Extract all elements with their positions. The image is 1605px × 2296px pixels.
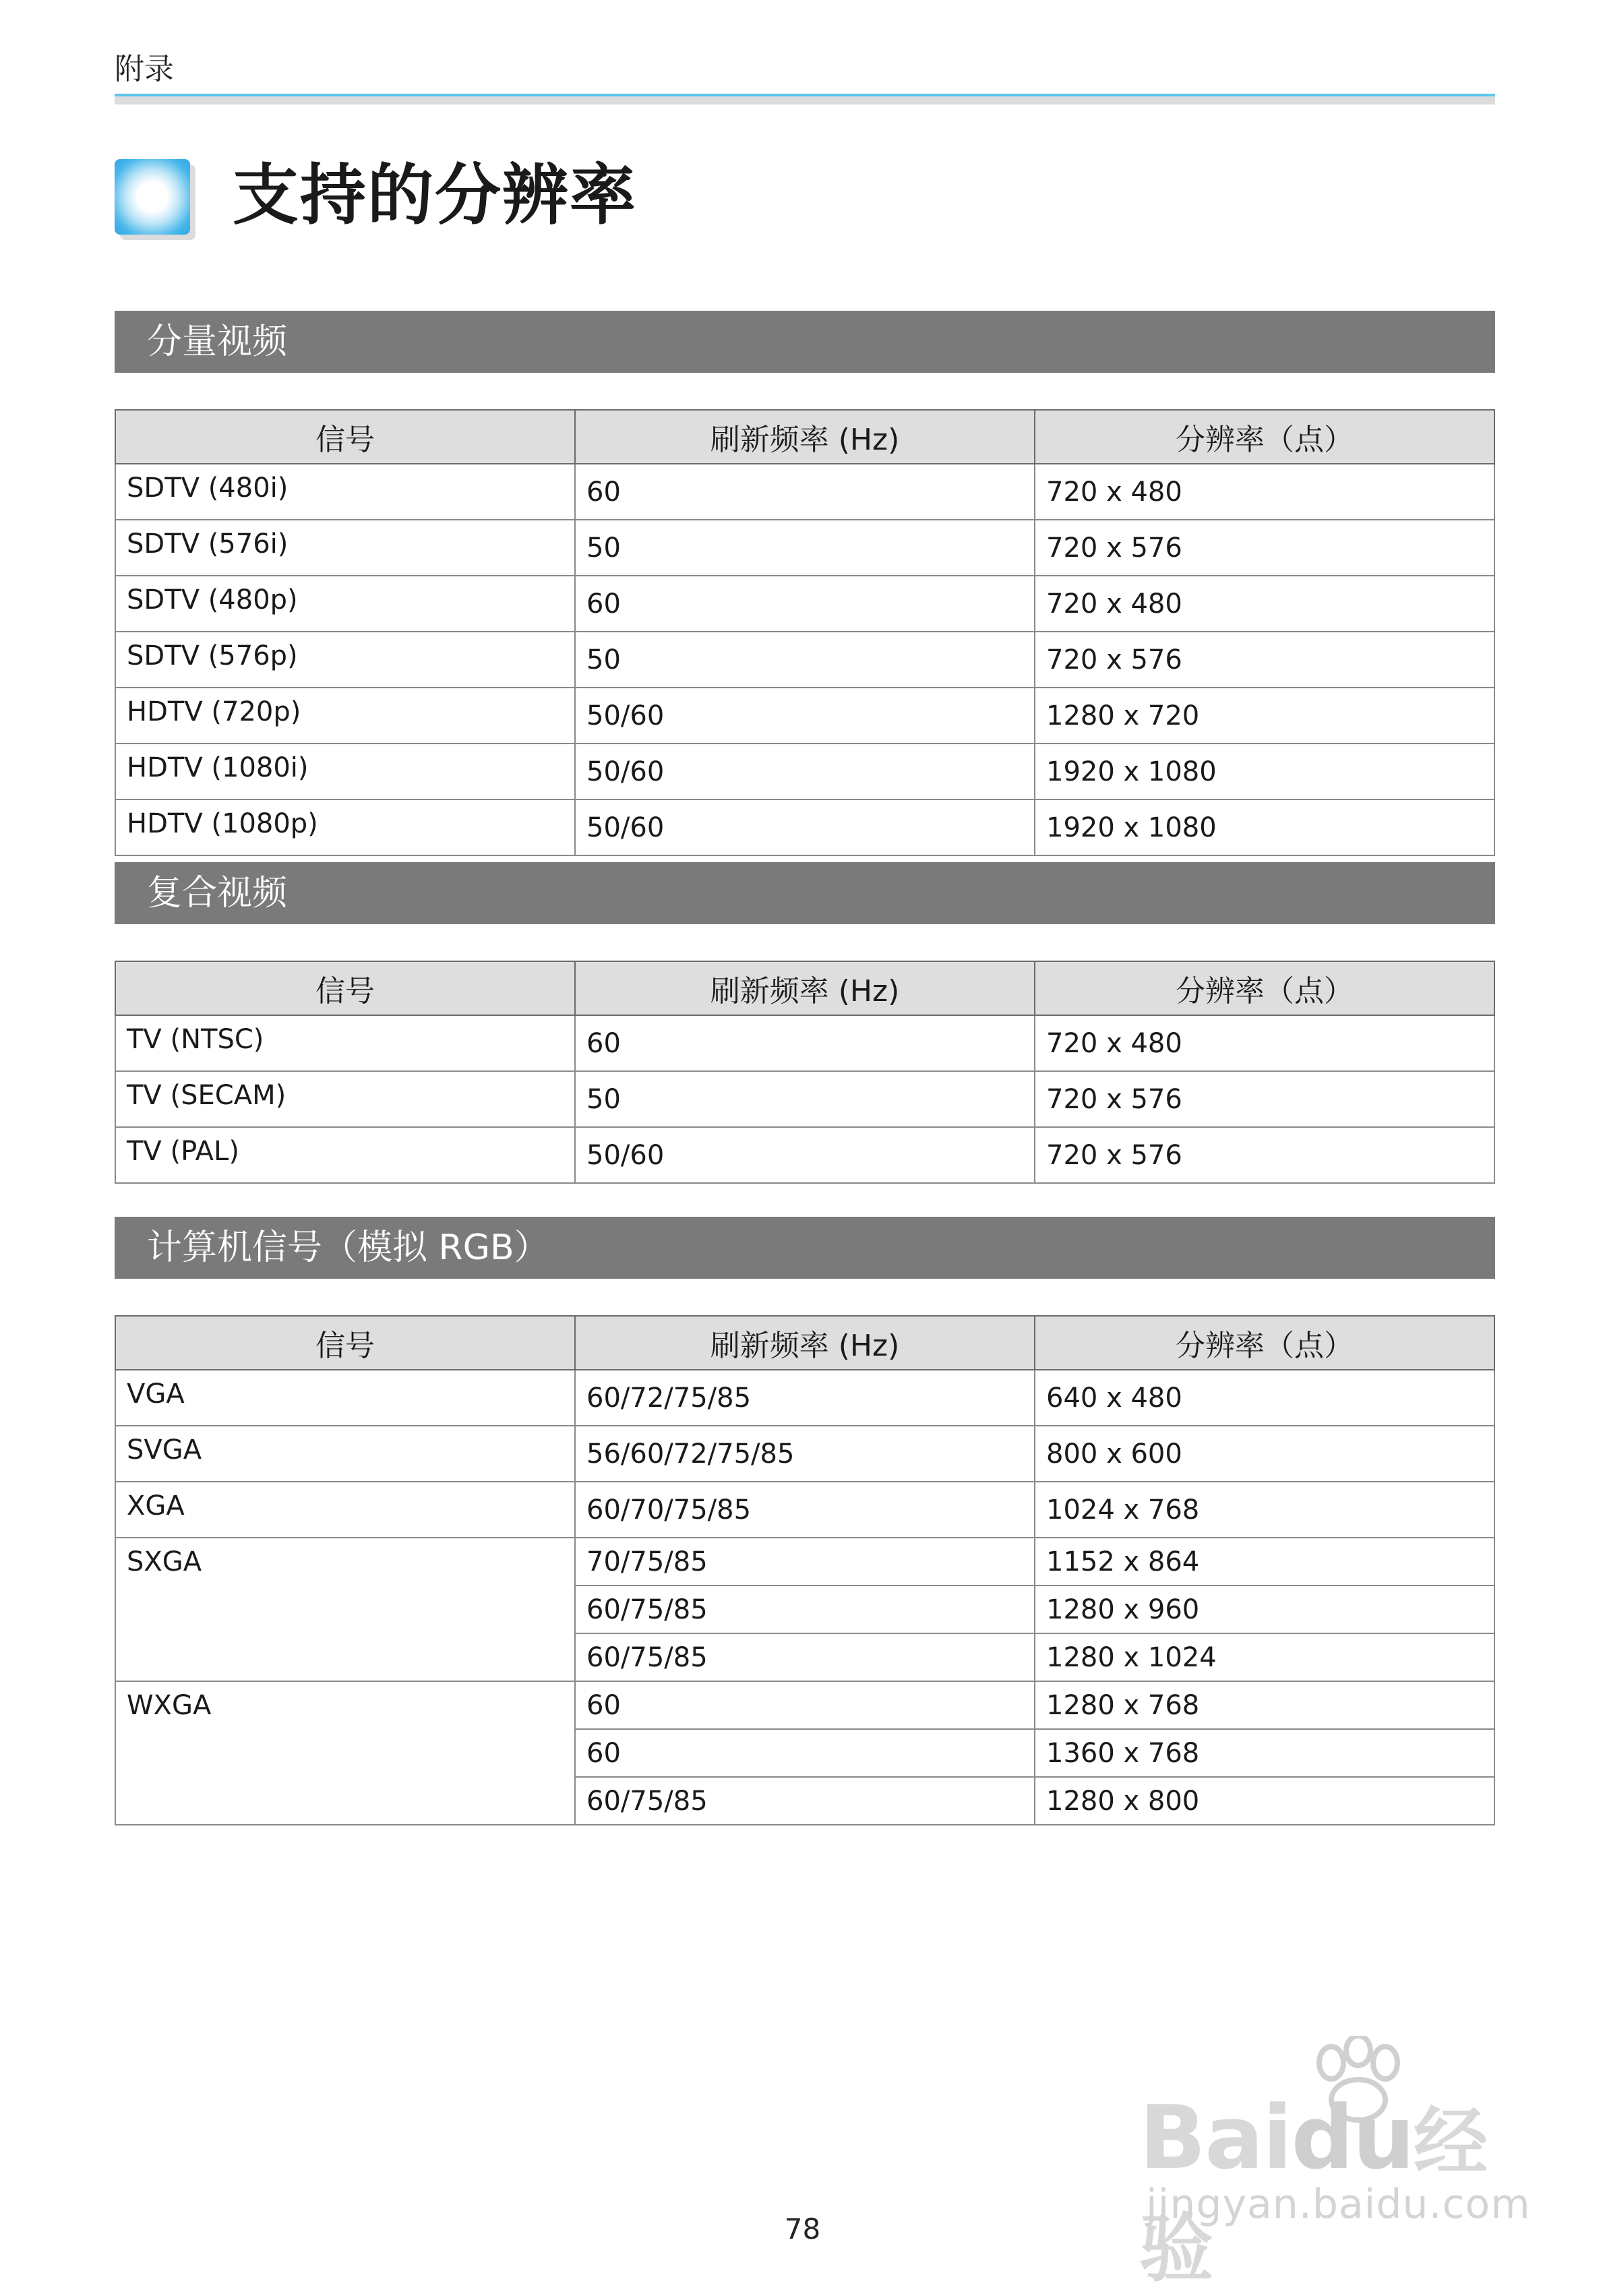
signal-cell: SXGA [115,1538,575,1681]
refresh-cell: 60/75/85 [575,1585,1035,1633]
signal-cell: TV (PAL) [115,1127,575,1183]
signal-cell: XGA [115,1482,575,1538]
resolution-cell: 1920 x 1080 [1035,744,1494,799]
table-row [115,799,1494,855]
watermark-logo-cn: 经验 [1139,2099,1486,2292]
refresh-cell: 60 [575,1015,1035,1071]
table-row [115,1426,1494,1482]
table-row [115,688,1494,744]
column-header-resolution: 分辨率（点） [1035,961,1494,1015]
resolution-cell: 720 x 576 [1035,632,1494,688]
baidu-jingyan-watermark [1139,2022,1531,2292]
column-header-refresh: 刷新频率 (Hz) [575,1316,1035,1370]
table-row [115,744,1494,799]
table-row [115,632,1494,688]
header-label: 附录 [115,52,174,86]
table-row [115,1482,1494,1538]
section-heading-computer-signal: 计算机信号（模拟 RGB） [115,1217,1495,1279]
table-body-composite-video [115,1015,1494,1183]
resolution-cell: 720 x 576 [1035,520,1494,576]
table-body-computer-signal [115,1370,1494,1825]
refresh-cell: 60 [575,576,1035,632]
table-body-component-video [115,464,1494,855]
column-header-signal: 信号 [115,410,575,464]
table-row [115,1071,1494,1127]
signal-cell: SDTV (480i) [115,464,575,520]
column-header-resolution: 分辨率（点） [1035,410,1494,464]
resolution-cell: 1920 x 1080 [1035,799,1494,855]
header-rule [115,94,1495,104]
section-heading-component-video: 分量视频 [115,311,1495,373]
resolution-cell: 720 x 480 [1035,1015,1494,1071]
refresh-cell: 60 [575,1729,1035,1777]
table-header-row [115,410,1494,464]
resolution-cell: 720 x 576 [1035,1127,1494,1183]
resolution-cell: 1280 x 960 [1035,1585,1494,1633]
watermark-logo-bai: Bai [1139,2086,1292,2189]
column-header-resolution: 分辨率（点） [1035,1316,1494,1370]
refresh-cell: 50/60 [575,1127,1035,1183]
table-composite-video [115,961,1495,1184]
resolution-cell: 720 x 480 [1035,464,1494,520]
column-header-refresh: 刷新频率 (Hz) [575,961,1035,1015]
page-number: 78 [784,2212,821,2245]
resolution-cell: 1280 x 1024 [1035,1633,1494,1681]
watermark-url: jingyan.baidu.com [1146,2181,1531,2228]
refresh-cell: 60/75/85 [575,1777,1035,1825]
signal-cell: TV (NTSC) [115,1015,575,1071]
refresh-cell: 70/75/85 [575,1538,1035,1585]
table-row [115,1538,1494,1585]
section-heading-composite-video: 复合视频 [115,862,1495,924]
resolution-cell: 720 x 576 [1035,1071,1494,1127]
table-row [115,1015,1494,1071]
signal-cell: HDTV (1080p) [115,799,575,855]
table-row [115,1370,1494,1426]
refresh-cell: 50 [575,632,1035,688]
refresh-cell: 50 [575,520,1035,576]
resolution-cell: 1024 x 768 [1035,1482,1494,1538]
column-header-refresh: 刷新频率 (Hz) [575,410,1035,464]
resolution-cell: 640 x 480 [1035,1370,1494,1426]
signal-cell: SDTV (480p) [115,576,575,632]
table-header-row [115,1316,1494,1370]
watermark-logo-du: du [1291,2086,1414,2189]
refresh-cell: 56/60/72/75/85 [575,1426,1035,1482]
refresh-cell: 50 [575,1071,1035,1127]
table-component-video [115,409,1495,856]
signal-cell: HDTV (720p) [115,688,575,744]
resolution-cell: 1152 x 864 [1035,1538,1494,1585]
refresh-cell: 60/75/85 [575,1633,1035,1681]
signal-cell: VGA [115,1370,575,1426]
refresh-cell: 60/72/75/85 [575,1370,1035,1426]
refresh-cell: 60 [575,1681,1035,1729]
resolution-cell: 800 x 600 [1035,1426,1494,1482]
table-computer-signal [115,1315,1495,1825]
table-row [115,1127,1494,1183]
signal-cell: HDTV (1080i) [115,744,575,799]
resolution-cell: 1280 x 800 [1035,1777,1494,1825]
signal-cell: WXGA [115,1681,575,1825]
table-row [115,576,1494,632]
signal-cell: SDTV (576p) [115,632,575,688]
page-title: 支持的分辨率 [233,157,638,234]
refresh-cell: 50/60 [575,688,1035,744]
column-header-signal: 信号 [115,961,575,1015]
refresh-cell: 50/60 [575,799,1035,855]
refresh-cell: 60/70/75/85 [575,1482,1035,1538]
column-header-signal: 信号 [115,1316,575,1370]
signal-cell: SDTV (576i) [115,520,575,576]
title-icon [115,159,190,235]
resolution-cell: 1280 x 720 [1035,688,1494,744]
refresh-cell: 60 [575,464,1035,520]
table-row [115,464,1494,520]
resolution-cell: 1360 x 768 [1035,1729,1494,1777]
refresh-cell: 50/60 [575,744,1035,799]
signal-cell: SVGA [115,1426,575,1482]
resolution-cell: 1280 x 768 [1035,1681,1494,1729]
signal-cell: TV (SECAM) [115,1071,575,1127]
table-row [115,1681,1494,1729]
table-row [115,520,1494,576]
table-header-row [115,961,1494,1015]
resolution-cell: 720 x 480 [1035,576,1494,632]
